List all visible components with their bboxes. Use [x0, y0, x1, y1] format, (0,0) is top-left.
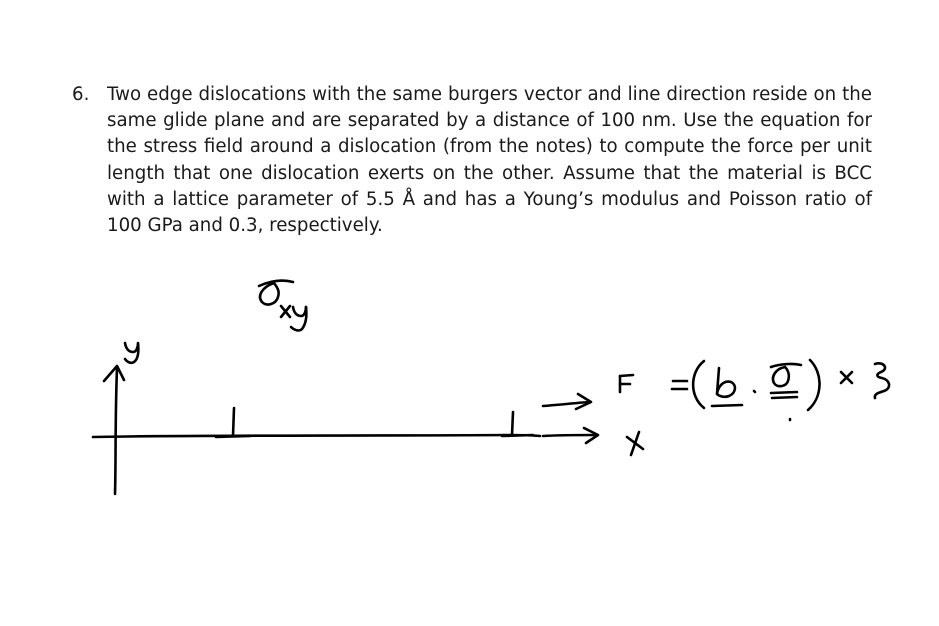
force-arrow [543, 394, 591, 409]
sigma-underline [771, 392, 797, 398]
right-paren [808, 360, 820, 410]
handwritten-stress-label [259, 281, 306, 331]
y-axis-label [125, 343, 138, 363]
problem-number: 6. [72, 84, 90, 105]
force-equation [672, 360, 889, 420]
dislocation-symbol-left [216, 408, 250, 437]
sigma-stroke [260, 283, 279, 304]
subscript-xy [281, 306, 306, 330]
force-label [620, 375, 633, 392]
y-axis-line [115, 368, 117, 494]
burgers-vector-b [717, 368, 735, 397]
glide-plane-line [93, 435, 540, 437]
left-paren [693, 361, 704, 408]
x-direction-arrow [543, 428, 598, 443]
y-axis [104, 343, 138, 494]
dot-operator [754, 391, 755, 392]
problem-text: Two edge dislocations with the same burgers vector and line direction reside on the same glide plane and are separated by a distance of 100 nm. Use the equation for the stress field around a dislocation (from the notes) to compute the force per unit length that one dislocation exerts on the other. Assume that the material is BCC with a lattice parameter of 5.5 Å and has a Young’s modulus and Poisson ratio of 100 GPa and 0.3, respectively. [107, 84, 872, 237]
y-axis-arrowhead [104, 366, 124, 381]
sigma-tensor [771, 364, 801, 386]
dislocation-symbol-right [502, 412, 533, 436]
line-direction-xi [875, 363, 889, 398]
x-label [627, 432, 643, 455]
cross-operator [841, 372, 852, 383]
b-underline [712, 405, 742, 406]
equals-sign [672, 381, 687, 389]
